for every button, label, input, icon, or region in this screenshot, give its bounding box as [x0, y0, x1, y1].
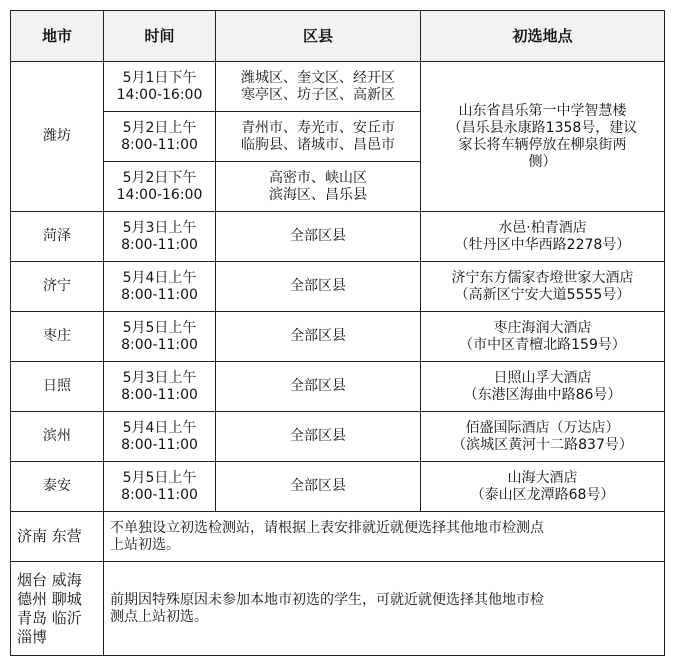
city-cell: 泰安	[11, 462, 104, 512]
city-cell: 菏泽	[11, 212, 104, 262]
selection-schedule-table	[10, 10, 665, 656]
header-county: 区县	[216, 11, 421, 62]
time-cell: 5月3日上午 8:00-11:00	[104, 212, 216, 262]
time-cell: 5月1日下午 14:00-16:00	[104, 62, 216, 112]
county-cell: 全部区县	[216, 362, 421, 412]
table-row	[11, 62, 665, 112]
header-location: 初选地点	[421, 11, 665, 62]
note-row	[11, 562, 665, 656]
header-city: 地市	[11, 11, 104, 62]
time-cell: 5月2日下午 14:00-16:00	[104, 162, 216, 212]
note-text: 不单独设立初选检测站，请根据上表安排就近就便选择其他地市检测点 上站初选。	[104, 512, 665, 562]
city-cell: 滨州	[11, 412, 104, 462]
table-row	[11, 312, 665, 362]
location-cell: 济宁东方儒家杏墱世家大酒店 （高新区宁安大道5555号）	[421, 262, 665, 312]
location-cell: 佰盛国际酒店（万达店） （滨城区黄河十二路837号）	[421, 412, 665, 462]
table-row	[11, 212, 665, 262]
county-cell: 高密市、峡山区 滨海区、昌乐县	[216, 162, 421, 212]
table-row	[11, 412, 665, 462]
location-cell-weifang: 山东省昌乐第一中学智慧楼 （昌乐县永康路1358号，建议 家长将车辆停放在柳泉街两 侧）	[421, 62, 665, 212]
note-cities: 济南 东营	[11, 512, 104, 562]
county-cell: 全部区县	[216, 212, 421, 262]
county-cell: 潍城区、奎文区、经开区 寒亭区、坊子区、高新区	[216, 62, 421, 112]
time-cell: 5月3日上午 8:00-11:00	[104, 362, 216, 412]
time-cell: 5月4日上午 8:00-11:00	[104, 262, 216, 312]
time-cell: 5月5日上午 8:00-11:00	[104, 312, 216, 362]
note-row	[11, 512, 665, 562]
city-cell: 济宁	[11, 262, 104, 312]
table-row	[11, 462, 665, 512]
county-cell: 全部区县	[216, 262, 421, 312]
location-cell: 日照山孚大酒店 （东港区海曲中路86号）	[421, 362, 665, 412]
county-cell: 全部区县	[216, 312, 421, 362]
time-cell: 5月4日上午 8:00-11:00	[104, 412, 216, 462]
city-cell-weifang: 潍坊	[11, 62, 104, 212]
table-row	[11, 362, 665, 412]
note-text: 前期因特殊原因未参加本地市初选的学生，可就近就便选择其他地市检 测点上站初选。	[104, 562, 665, 656]
time-cell: 5月2日上午 8:00-11:00	[104, 112, 216, 162]
location-cell: 水邑·柏青酒店 （牡丹区中华西路2278号）	[421, 212, 665, 262]
city-cell: 枣庄	[11, 312, 104, 362]
county-cell: 青州市、寿光市、安丘市 临朐县、诸城市、昌邑市	[216, 112, 421, 162]
note-cities: 烟台 威海 德州 聊城 青岛 临沂 淄博	[11, 562, 104, 656]
city-cell: 日照	[11, 362, 104, 412]
header-time: 时间	[104, 11, 216, 62]
table-row	[11, 262, 665, 312]
location-cell: 山海大酒店 （泰山区龙潭路68号）	[421, 462, 665, 512]
header-row	[11, 11, 665, 62]
location-cell: 枣庄海润大酒店 （市中区青檀北路159号）	[421, 312, 665, 362]
county-cell: 全部区县	[216, 412, 421, 462]
time-cell: 5月5日上午 8:00-11:00	[104, 462, 216, 512]
county-cell: 全部区县	[216, 462, 421, 512]
